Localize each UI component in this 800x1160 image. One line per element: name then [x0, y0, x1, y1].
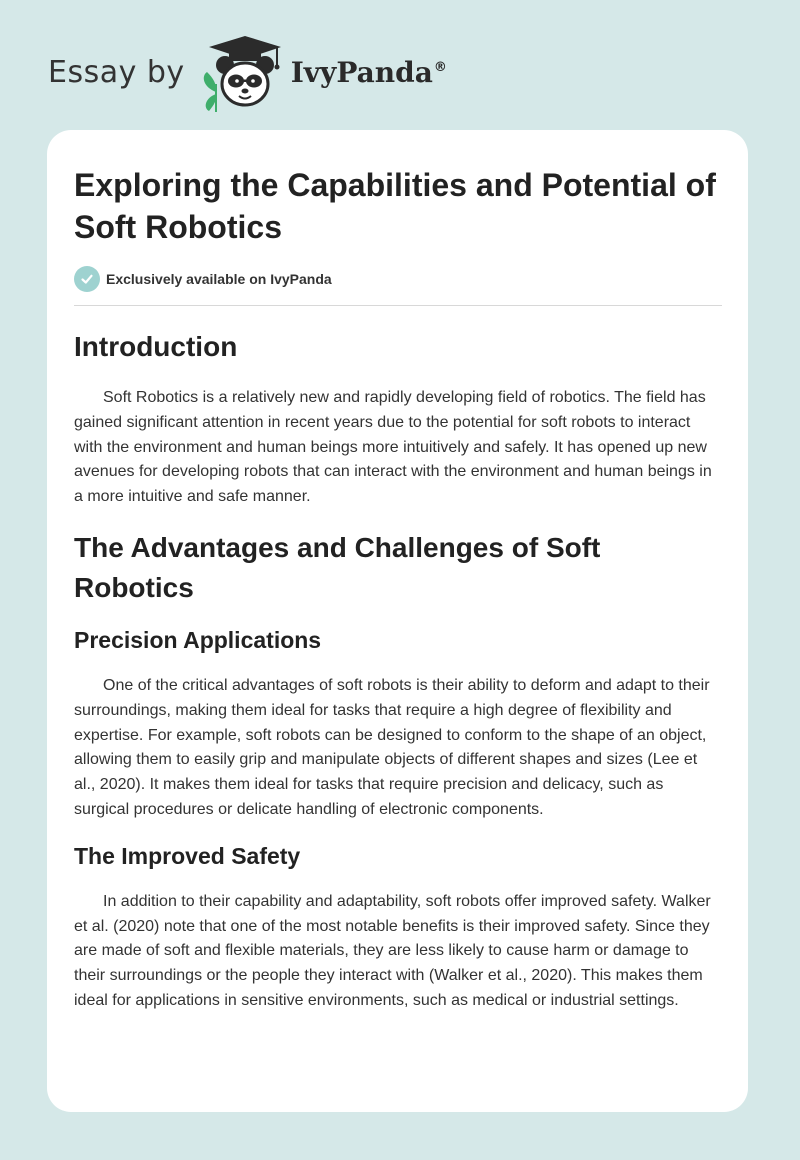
essay-title: Exploring the Capabilities and Potential of Soft Robotics [74, 167, 716, 245]
title-divider [74, 305, 722, 306]
site-header [48, 32, 447, 112]
paragraph-precision-applications: One of the critical advantages of soft robots is their ability to deform and adapt to their surroundings, making them ideal for tasks that require a high degree of flexibility and expertise. For example, soft robots can be designed to conform to the shape of an object, allowing them to easily grip and manipulate objects of different shapes and sizes (Lee et al., 2020). It makes them ideal for tasks that require precision and delicacy, such as surgical procedures or delicate handling of electronic components. [74, 676, 710, 818]
heading-precision-applications: Precision Applications [74, 626, 322, 653]
heading-advantages-challenges: The Advantages and Challenges of Soft Robotics [74, 531, 601, 603]
brand-name[interactable]: IvyPanda® [290, 55, 447, 89]
panda-graduate-icon[interactable] [197, 32, 289, 112]
essay-card [47, 130, 748, 1112]
heading-introduction: Introduction [74, 331, 238, 362]
paragraph-introduction: Soft Robotics is a relatively new and rapidly developing field of robotics. The field has gained significant attention in recent years due to the potential for soft robots to interact with the environment and human beings more intuitively and safely. It has opened up new avenues for developing robots that can interact with the environment and human beings in a more intuitive and safe manner. [74, 389, 712, 506]
brand-prefix: Essay by [48, 54, 185, 90]
badge-text: Exclusively available on IvyPanda [106, 271, 332, 287]
checkmark-icon [74, 266, 100, 292]
paragraph-improved-safety: In addition to their capability and adaptability, soft robots offer improved safety. Walker et al. (2020) note that one of the most notable benefits is their improved safety. Since they are made of soft and flexible materials, they are less likely to cause harm or damage to their surroundings or the people they interact with (Walker et al., 2020). This makes them ideal for applications in sensitive environments, such as medical or industrial settings. [74, 892, 711, 1009]
exclusive-badge [74, 265, 722, 293]
heading-improved-safety: The Improved Safety [74, 842, 301, 869]
registered-mark: ® [433, 60, 447, 76]
